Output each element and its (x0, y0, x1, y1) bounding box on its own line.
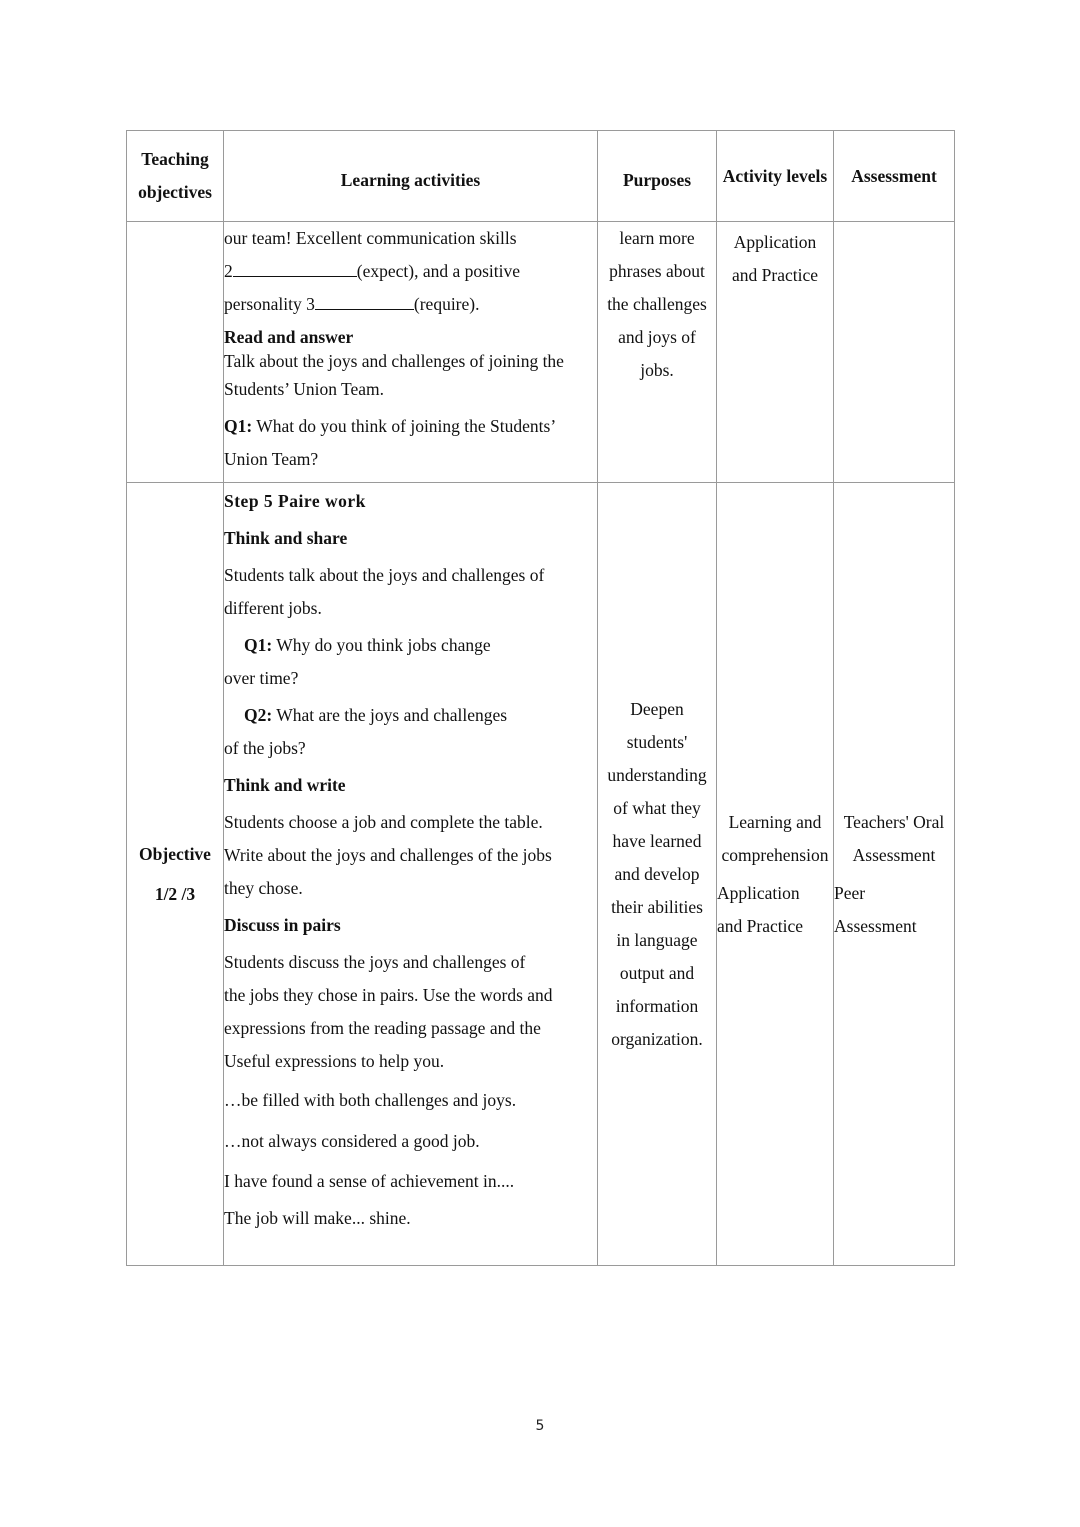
assessment-line: Assessment (834, 915, 917, 936)
activity-line: Talk about the joys and challenges of joining the (224, 351, 564, 371)
purpose-line: students' (626, 731, 688, 752)
purpose-line: and joys of (618, 327, 696, 347)
activity-line: our team! Excellent communication skills (224, 228, 517, 248)
question-line: Q2: What are the joys and challenges (244, 705, 508, 725)
question-line: Q1: Why do you think jobs change (244, 635, 491, 655)
activities-cell (224, 483, 598, 1266)
level-line: comprehension (721, 844, 829, 865)
activity-line: expressions from the reading passage and the (224, 1018, 541, 1038)
useful-expression: The job will make... shine. (224, 1208, 411, 1228)
question-line: Union Team? (224, 449, 319, 469)
table-row (127, 222, 955, 483)
purpose-line: of what they (613, 797, 701, 818)
assessment-line: Assessment (852, 844, 936, 865)
question-line: Q1: What do you think of joining the Students’ (224, 416, 557, 436)
objective-cell-empty (127, 222, 224, 483)
purpose-line: organization. (611, 1028, 703, 1049)
step-heading: Step 5 Paire work (224, 491, 366, 511)
question-line: over time? (224, 668, 299, 688)
level-line: Application (733, 232, 817, 252)
activity-line: they chose. (224, 878, 303, 898)
header-assessment: Assessment (834, 131, 955, 222)
activity-line: Useful expressions to help you. (224, 1051, 445, 1071)
header-purposes: Purposes (598, 131, 717, 222)
page-number: 5 (535, 1418, 545, 1434)
purpose-line: learn more (619, 228, 695, 248)
activity-line: Students discuss the joys and challenges of (224, 952, 526, 972)
table-row (127, 483, 955, 1266)
fill-blank-line-3: personality 3 (require). (224, 288, 597, 321)
activity-line: Students’ Union Team. (224, 379, 384, 399)
purpose-line: in language (616, 929, 698, 950)
section-heading: Think and share (224, 528, 348, 548)
lesson-plan-table (126, 130, 955, 1266)
purposes-cell (598, 222, 717, 483)
assessment-line: Teachers' Oral (843, 811, 945, 832)
assessment-line: Peer (834, 882, 866, 903)
levels-cell (717, 222, 834, 483)
header-learning-activities: Learning activities (224, 131, 598, 222)
fill-blank-line-2: 2 (expect), and a positive (224, 255, 597, 288)
header-row (127, 131, 955, 222)
section-heading: Read and answer (224, 327, 354, 347)
activity-line: Write about the joys and challenges of the jobs (224, 845, 552, 865)
purpose-line: information (615, 995, 699, 1016)
answer-blank-2[interactable] (233, 256, 357, 277)
assessment-cell-empty (834, 222, 955, 483)
header-teaching-objectives (127, 131, 224, 222)
level-line: Learning and (728, 811, 822, 832)
purpose-line: jobs. (640, 360, 674, 380)
useful-expression: I have found a sense of achievement in.... (224, 1171, 515, 1191)
activity-line: Students choose a job and complete the table. (224, 812, 543, 832)
question-line: of the jobs? (224, 738, 306, 758)
useful-expression: …not always considered a good job. (224, 1131, 480, 1151)
useful-expression: …be filled with both challenges and joys. (224, 1090, 517, 1110)
activity-line: Students talk about the joys and challenges of (224, 565, 545, 585)
section-heading: Discuss in pairs (224, 915, 341, 935)
purpose-line: Deepen (630, 698, 684, 719)
header-objectives-line1: Teaching (141, 149, 209, 169)
header-activity-levels: Activity levels (717, 131, 834, 222)
level-line: Application (717, 882, 800, 903)
purpose-line: phrases about (609, 261, 705, 281)
activity-line: the jobs they chose in pairs. Use the words and (224, 985, 553, 1005)
objective-cell (127, 483, 224, 1266)
purpose-line: have learned (612, 830, 702, 851)
answer-blank-3[interactable] (315, 289, 414, 310)
purpose-line: their abilities (611, 896, 703, 917)
objective-label: Objective (139, 844, 211, 864)
header-objectives-line2: objectives (138, 182, 212, 202)
purposes-cell (598, 483, 717, 1266)
purpose-line: and develop (614, 863, 700, 884)
level-line: and Practice (732, 265, 818, 285)
levels-cell (717, 483, 834, 1266)
purpose-line: the challenges (607, 294, 707, 314)
purpose-line: output and (619, 962, 695, 983)
purpose-line: understanding (607, 764, 707, 785)
section-heading: Think and write (224, 775, 346, 795)
activity-line: different jobs. (224, 598, 322, 618)
level-line: and Practice (717, 915, 803, 936)
assessment-cell (834, 483, 955, 1266)
objective-numbers: 1/2 /3 (154, 884, 196, 904)
activities-cell (224, 222, 598, 483)
